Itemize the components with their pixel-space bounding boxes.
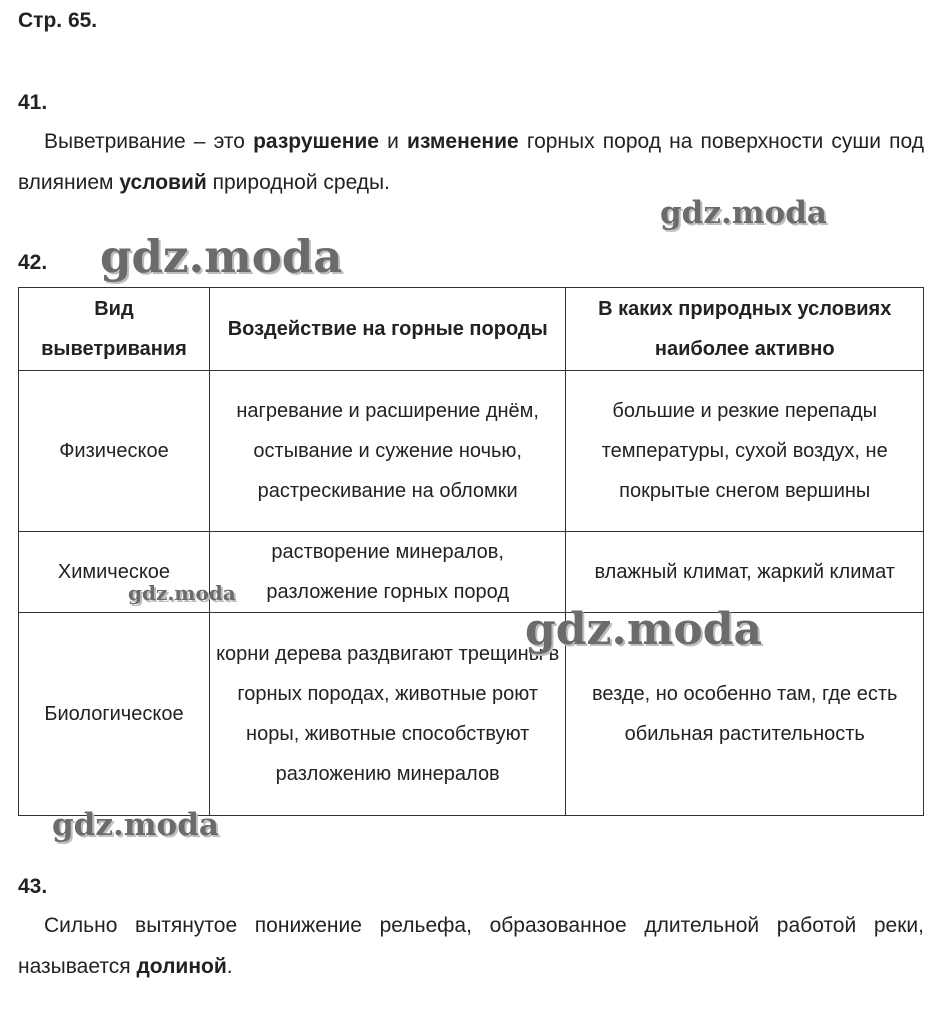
weathering-table [18, 287, 924, 816]
term-conditions: условий [119, 171, 207, 194]
task-43-number: 43. [18, 875, 48, 898]
page-label: Стр. 65. [18, 9, 98, 32]
watermark: gdz.moda [660, 195, 827, 231]
cell-type: Биологическое [19, 613, 210, 816]
task-42-number: 42. [18, 251, 48, 274]
watermark: gdz.moda [525, 604, 763, 655]
term-change: изменение [407, 130, 519, 153]
table-header-row [19, 288, 924, 371]
term-destruction: разрушение [253, 130, 379, 153]
table-row [19, 613, 924, 816]
header-conditions: В каких природных условиях наиболее активно [566, 288, 924, 371]
cell-effect: корни дерева раздвигают трещины в горных породах, животные роют норы, животные способствуют разложению минералов [209, 613, 566, 816]
task-41-number: 41. [18, 91, 48, 114]
cell-conditions: влажный климат, жаркий климат [566, 532, 924, 613]
task-41-text: Выветривание – это разрушение и изменение горных пород на поверхности суши под влиянием условий природной среды. [18, 130, 924, 194]
header-type: Вид выветривания [19, 288, 210, 371]
header-effect: Воздействие на горные породы [209, 288, 566, 371]
term-valley: долиной [136, 955, 227, 978]
cell-conditions: большие и резкие перепады температуры, сухой воздух, не покрытые снегом вершины [566, 371, 924, 532]
watermark: gdz.moda [128, 581, 236, 605]
table-row [19, 532, 924, 613]
cell-conditions: везде, но особенно там, где есть обильная растительность [566, 613, 924, 816]
cell-type: Химическое [19, 532, 210, 613]
watermark: gdz.moda [100, 230, 343, 283]
table-row [19, 371, 924, 532]
cell-effect: нагревание и расширение днём, остывание и сужение ночью, растрескивание на обломки [209, 371, 566, 532]
cell-type: Физическое [19, 371, 210, 532]
task-43-text: Сильно вытянутое понижение рельефа, образованное длительной работой реки, называется долиной. [18, 914, 924, 978]
watermark: gdz.moda [52, 807, 219, 843]
cell-effect: растворение минералов, разложение горных пород [209, 532, 566, 613]
